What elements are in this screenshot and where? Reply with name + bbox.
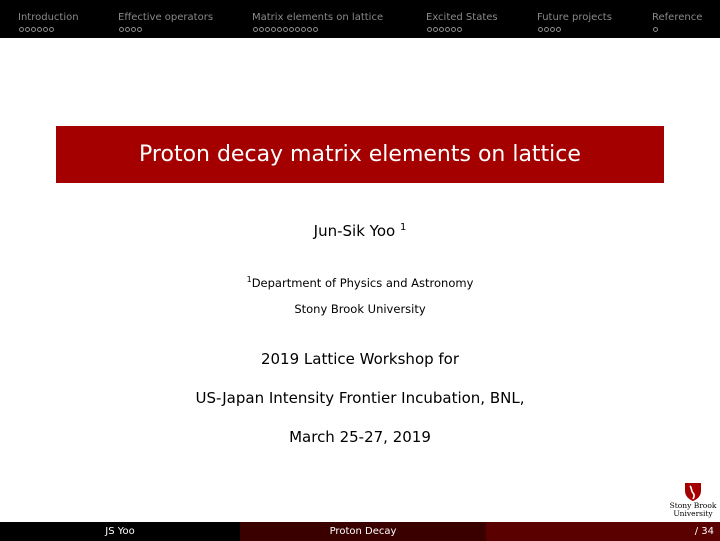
nav-slide-dot[interactable] bbox=[277, 27, 282, 32]
nav-label: Reference bbox=[652, 12, 703, 23]
nav-slide-dot[interactable] bbox=[37, 27, 42, 32]
footer-title bbox=[240, 522, 486, 541]
nav-dots bbox=[653, 27, 658, 32]
event-line-3: March 25-27, 2019 bbox=[289, 428, 431, 446]
shield-icon bbox=[684, 482, 702, 502]
footer-bar bbox=[0, 522, 720, 541]
nav-label: Effective operators bbox=[118, 12, 214, 23]
nav-slide-dot[interactable] bbox=[289, 27, 294, 32]
nav-label: Future projects bbox=[537, 12, 612, 23]
nav-dots bbox=[427, 27, 462, 32]
nav-slide-dot[interactable] bbox=[301, 27, 306, 32]
title-block bbox=[56, 126, 664, 183]
department-name: Department of Physics and Astronomy bbox=[251, 276, 474, 290]
university-name: Stony Brook University bbox=[294, 302, 426, 316]
nav-dots bbox=[538, 27, 561, 32]
author-line bbox=[0, 222, 720, 240]
nav-dots bbox=[119, 27, 142, 32]
nav-slide-dot[interactable] bbox=[25, 27, 30, 32]
author-name: Jun-Sik Yoo bbox=[313, 222, 396, 240]
author-affiliation-mark: 1 bbox=[399, 222, 407, 233]
logo-line-1: Stony Brook bbox=[669, 501, 717, 510]
department-line bbox=[0, 276, 720, 290]
navigation-bar bbox=[0, 0, 720, 38]
nav-slide-dot[interactable] bbox=[19, 27, 24, 32]
nav-slide-dot[interactable] bbox=[439, 27, 444, 32]
nav-dots bbox=[19, 27, 54, 32]
nav-slide-dot[interactable] bbox=[550, 27, 555, 32]
logo-wordmark bbox=[666, 502, 720, 518]
nav-slide-dot[interactable] bbox=[271, 27, 276, 32]
event-line-2: US-Japan Intensity Frontier Incubation, BNL, bbox=[195, 389, 525, 407]
nav-label: Introduction bbox=[18, 12, 79, 23]
slide-title: Proton decay matrix elements on lattice bbox=[139, 142, 581, 167]
nav-slide-dot[interactable] bbox=[31, 27, 36, 32]
nav-slide-dot[interactable] bbox=[259, 27, 264, 32]
nav-label: Excited States bbox=[426, 12, 498, 23]
footer-page-text: / 34 bbox=[694, 526, 714, 537]
stony-brook-logo bbox=[666, 480, 720, 522]
nav-slide-dot[interactable] bbox=[653, 27, 658, 32]
nav-slide-dot[interactable] bbox=[457, 27, 462, 32]
nav-slide-dot[interactable] bbox=[313, 27, 318, 32]
footer-author-text: JS Yoo bbox=[105, 526, 135, 537]
nav-slide-dot[interactable] bbox=[427, 27, 432, 32]
nav-slide-dot[interactable] bbox=[131, 27, 136, 32]
nav-slide-dot[interactable] bbox=[283, 27, 288, 32]
footer-title-text: Proton Decay bbox=[329, 526, 397, 537]
logo-line-2: University bbox=[673, 509, 713, 518]
nav-slide-dot[interactable] bbox=[125, 27, 130, 32]
nav-slide-dot[interactable] bbox=[538, 27, 543, 32]
nav-slide-dot[interactable] bbox=[43, 27, 48, 32]
nav-slide-dot[interactable] bbox=[451, 27, 456, 32]
nav-slide-dot[interactable] bbox=[433, 27, 438, 32]
nav-slide-dot[interactable] bbox=[137, 27, 142, 32]
nav-slide-dot[interactable] bbox=[556, 27, 561, 32]
footer-page-number bbox=[486, 522, 720, 541]
event-line-1: 2019 Lattice Workshop for bbox=[260, 350, 460, 368]
nav-slide-dot[interactable] bbox=[119, 27, 124, 32]
nav-slide-dot[interactable] bbox=[253, 27, 258, 32]
nav-slide-dot[interactable] bbox=[445, 27, 450, 32]
footer-author bbox=[0, 522, 240, 541]
nav-slide-dot[interactable] bbox=[307, 27, 312, 32]
nav-slide-dot[interactable] bbox=[295, 27, 300, 32]
nav-slide-dot[interactable] bbox=[544, 27, 549, 32]
nav-label: Matrix elements on lattice bbox=[252, 12, 384, 23]
nav-slide-dot[interactable] bbox=[265, 27, 270, 32]
department-affiliation-mark: 1 bbox=[246, 275, 252, 285]
nav-slide-dot[interactable] bbox=[49, 27, 54, 32]
nav-dots bbox=[253, 27, 318, 32]
